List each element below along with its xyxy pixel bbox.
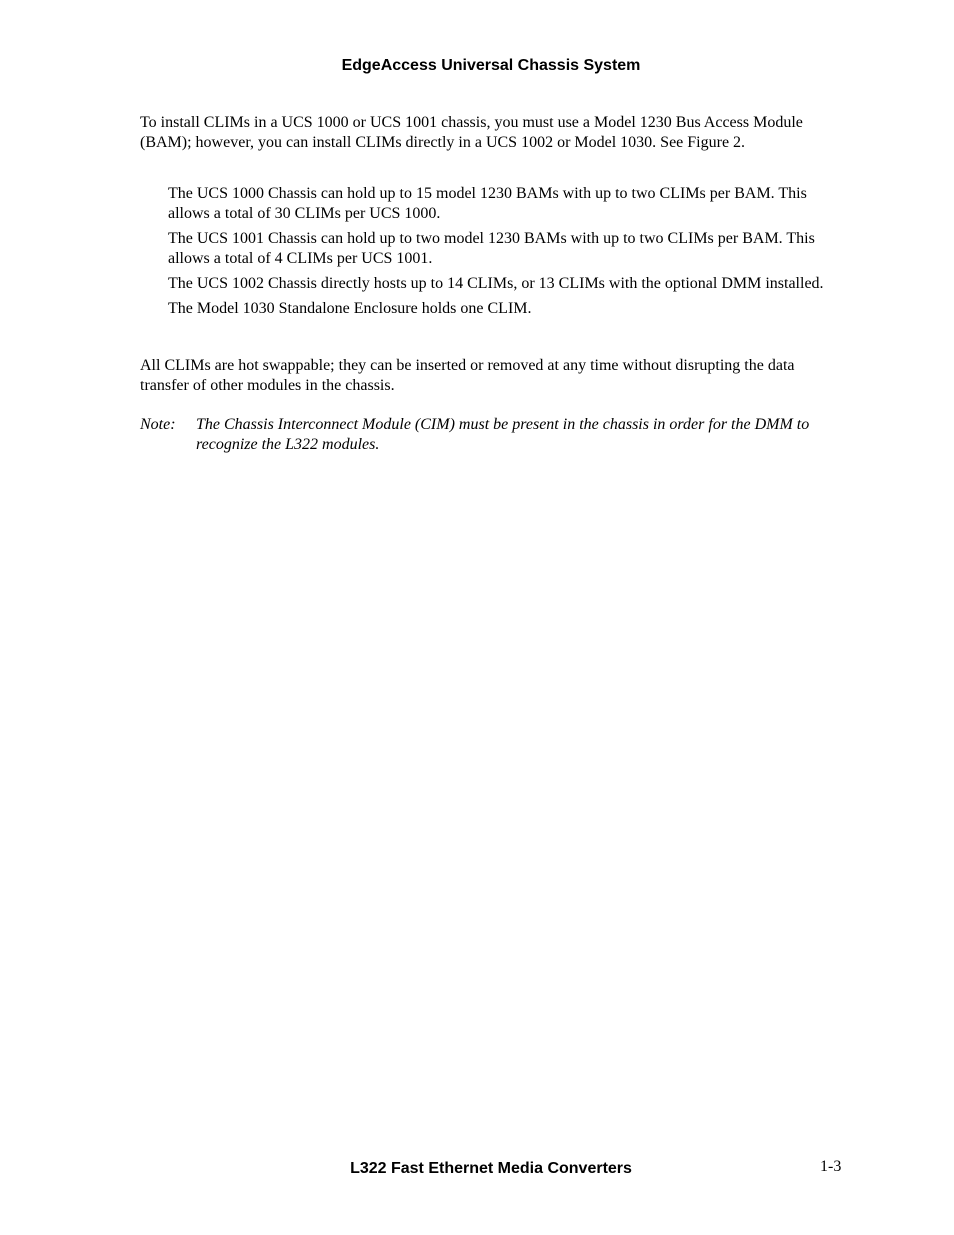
page-header: EdgeAccess Universal Chassis System: [341, 57, 641, 74]
note: [140, 415, 846, 455]
footer-title: L322 Fast Ethernet Media Converters: [350, 1160, 632, 1177]
note-text: The Chassis Interconnect Module (CIM) must be present in the chassis in order for the DMM to recognize the L322 modules.: [196, 416, 810, 453]
list-item: The UCS 1002 Chassis directly hosts up to 14 CLIMs, or 13 CLIMs with the optional DMM installed.: [168, 275, 824, 292]
chassis-capacity-list: [168, 184, 848, 324]
note-label: Note:: [140, 416, 176, 433]
list-item: The UCS 1001 Chassis can hold up to two model 1230 BAMs with up to two CLIMs per BAM. This allows a total of 4 CLIMs per UCS 1001.: [168, 230, 815, 267]
list-item: The Model 1030 Standalone Enclosure holds one CLIM.: [168, 300, 532, 317]
intro-paragraph: To install CLIMs in a UCS 1000 or UCS 1001 chassis, you must use a Model 1230 Bus Access Module (BAM); however, you can install CLIMs directly in a UCS 1002 or Model 1030. See Figure 2.: [140, 114, 803, 151]
list-item: The UCS 1000 Chassis can hold up to 15 model 1230 BAMs with up to two CLIMs per BAM. This allows a total of 30 CLIMs per UCS 1000.: [168, 185, 807, 222]
page-number: 1-3: [820, 1158, 842, 1175]
hotswap-paragraph: All CLIMs are hot swappable; they can be inserted or removed at any time without disrupting the data transfer of other modules in the chassis.: [140, 357, 795, 394]
